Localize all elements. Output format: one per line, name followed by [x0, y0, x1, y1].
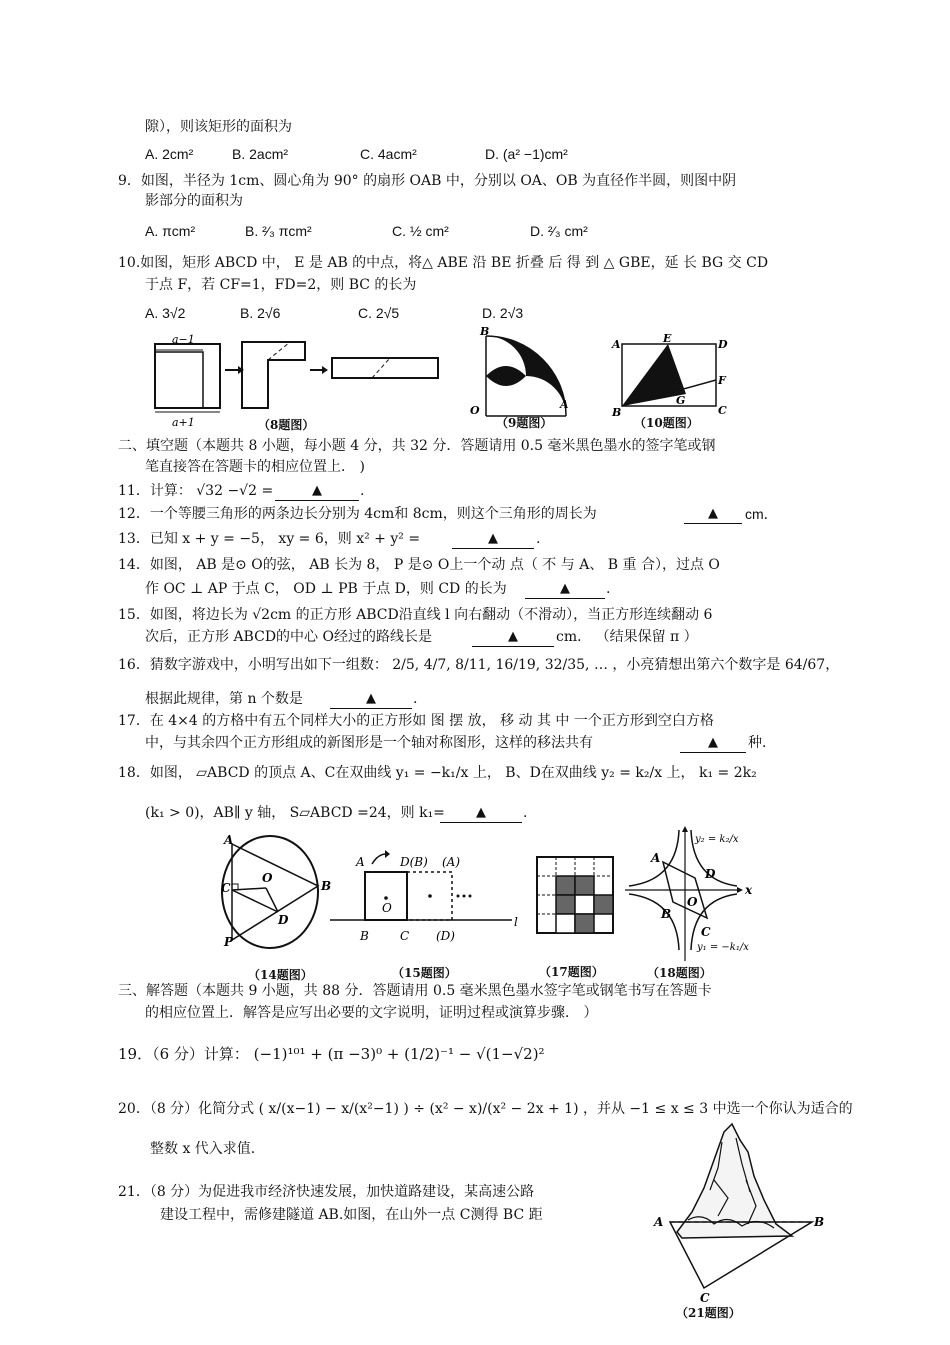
label15-d-b: D(B) — [400, 855, 428, 869]
q11-answer-blank[interactable]: ▲ — [275, 482, 359, 501]
label10-a: A — [612, 338, 621, 351]
q15-answer-blank[interactable]: ▲ — [472, 628, 554, 647]
q20-line1: 20．（8 分）化简分式 ( x/(x−1) − x/(x²−1) ) ÷ (x² − x)/(x² − 2x + 1) ，并从 −1 ≤ x ≤ 3 中选一个你认为适合的 — [118, 1101, 853, 1117]
caption-figure-21: （21题图） — [676, 1306, 741, 1320]
caption-figure-8: （8题图） — [258, 418, 315, 432]
caption-figure-10: （10题图） — [634, 416, 699, 430]
label21-c: C — [700, 1291, 710, 1305]
q11-period: . — [360, 483, 365, 499]
q18-line1: 18．如图， ▱ABCD 的顶点 A、C在双曲线 y₁ = −k₁/x 上， B、D在双曲线 y₂ = k₂/x 上， k₁ = 2k₂ — [118, 765, 757, 781]
q17-answer-blank[interactable]: ▲ — [680, 734, 746, 753]
label-a-minus-1: a−1 — [172, 333, 195, 346]
q18-answer-blank[interactable]: ▲ — [440, 804, 522, 823]
section2-heading-line2: 笔直接答在答题卡的相应位置上． ) — [145, 459, 365, 475]
q19-text: 19．（6 分）计算： (−1)¹⁰¹ + (π −3)⁰ + (1/2)⁻¹ − √(1−√2)² — [118, 1045, 545, 1063]
label15-l: l — [514, 915, 518, 929]
q10-option-d: D. 2√3 — [482, 305, 524, 321]
figure-17 — [535, 855, 615, 979]
q15-tail: cm． （结果保留 π ） — [556, 629, 698, 645]
q16-answer-blank[interactable]: ▲ — [330, 690, 412, 709]
q11-text: 11．计算： √32 −√2 = — [118, 483, 274, 499]
q14-answer-blank[interactable]: ▲ — [525, 580, 605, 599]
q8-option-c: C. 4acm² — [360, 146, 417, 162]
q15-line1: 15．如图，将边长为 √2cm 的正方形 ABCD沿直线 l 向右翻动（不滑动），当正方形连续翻动 6 — [118, 607, 713, 623]
figure-18 — [625, 826, 760, 980]
q21-line1: 21．（8 分）为促进我市经济快速发展，加快道路建设，某高速公路 — [118, 1184, 535, 1200]
q10-line1: 10.如图，矩形 ABCD 中， E 是 AB 的中点，将△ ABE 沿 BE 折叠 后 得 到 △ GBE，延 长 BG 交 CD — [118, 255, 769, 271]
q8-option-d: D. (a² −1)cm² — [485, 146, 568, 162]
q8-option-a: A. 2cm² — [145, 146, 194, 162]
label14-d: D — [278, 913, 289, 927]
label18-x: x — [745, 883, 753, 897]
label9-b: B — [480, 326, 490, 338]
label15-o: O — [382, 901, 392, 915]
q14-line1: 14．如图， AB 是⊙ O的弦， AB 长为 8， P 是⊙ O上一个动 点（ 不 与 A、 B 重 合），过点 O — [118, 557, 720, 573]
label14-p: P — [224, 935, 234, 949]
q17-tail: 种． — [748, 735, 776, 751]
section2-heading-line1: 二、填空题（本题共 8 小题，每小题 4 分，共 32 分．答题请用 0.5 毫米黑色墨水的签字笔或钢 — [118, 438, 716, 454]
q9-option-d: D. ²⁄₃ cm² — [530, 223, 588, 239]
figure-21 — [652, 1120, 827, 1320]
q13-period: . — [536, 531, 541, 547]
figure-15 — [330, 848, 520, 980]
label10-f: F — [718, 374, 726, 387]
label10-g: G — [676, 394, 686, 407]
q9-line1: 9．如图，半径为 1cm、圆心角为 90° 的扇形 OAB 中，分别以 OA、OB 为直径作半圆，则图中阴 — [118, 173, 737, 189]
q18-line2: (k₁ > 0)，AB∥ y 轴， S▱ABCD =24，则 k₁= — [145, 805, 445, 821]
figure-9 — [466, 326, 576, 430]
label10-e: E — [663, 332, 672, 345]
section3-heading-line2: 的相应位置上．解答是应写出必要的文字说明，证明过程或演算步骤． ） — [145, 1005, 598, 1021]
q10-line2: 于点 F，若 CF=1，FD=2，则 BC 的长为 — [145, 277, 417, 293]
q9-line2: 影部分的面积为 — [145, 193, 243, 209]
section3-heading-line1: 三、解答题（本题共 9 小题，共 88 分．答题请用 0.5 毫米黑色墨水签字笔或钢笔书写在答题卡 — [118, 983, 712, 999]
label21-b: B — [814, 1215, 825, 1229]
q12-text: 12．一个等腰三角形的两条边长分别为 4cm和 8cm，则这个三角形的周长为 — [118, 506, 597, 522]
label15-c: C — [400, 929, 410, 943]
caption-figure-18: （18题图） — [647, 966, 712, 980]
q14-line2: 作 OC ⊥ AP 于点 C， OD ⊥ PB 于点 D，则 CD 的长为 — [145, 581, 507, 597]
label18-o: O — [687, 895, 698, 909]
caption-figure-15: （15题图） — [392, 966, 457, 980]
q18-period: . — [523, 805, 528, 821]
label14-o: O — [262, 871, 273, 885]
caption-figure-17: （17题图） — [539, 965, 604, 979]
q12-answer-blank[interactable]: ▲ — [684, 505, 742, 524]
label18-b: B — [661, 907, 672, 921]
q9-option-b: B. ²⁄₃ πcm² — [245, 223, 312, 239]
label18-y2: y₂ = k₂/x — [695, 834, 739, 845]
q10-option-a: A. 3√2 — [145, 305, 186, 321]
label18-y1: y₁ = −k₁/x — [697, 942, 749, 953]
label15-d-prime: (D) — [436, 929, 455, 943]
label15-a: A — [356, 855, 365, 869]
label21-a: A — [654, 1215, 664, 1229]
label10-d: D — [718, 338, 728, 351]
q21-line2: 建设工程中，需修建隧道 AB.如图，在山外一点 C测得 BC 距 — [160, 1207, 543, 1223]
label18-c: C — [701, 925, 711, 939]
caption-figure-14: （14题图） — [248, 968, 313, 982]
q12-unit: cm． — [745, 506, 778, 522]
q14-period: . — [606, 581, 611, 597]
figure-8 — [150, 330, 450, 435]
label9-o: O — [470, 404, 480, 417]
label9-a: A — [560, 398, 569, 411]
q17-line2: 中，与其余四个正方形组成的新图形是一个轴对称图形，这样的移法共有 — [145, 735, 593, 751]
label18-a: A — [651, 851, 661, 865]
label10-b: B — [612, 406, 622, 419]
q16-period: . — [413, 691, 418, 707]
label-a-plus-1: a+1 — [172, 416, 195, 429]
label15-b: B — [360, 929, 369, 943]
q10-option-c: C. 2√5 — [358, 305, 400, 321]
q16-line2: 根据此规律，第 n 个数是 — [145, 691, 303, 707]
q9-option-c: C. ½ cm² — [392, 223, 449, 239]
label14-a: A — [224, 833, 234, 847]
q10-option-b: B. 2√6 — [240, 305, 281, 321]
q20-line2: 整数 x 代入求值． — [150, 1141, 265, 1157]
q15-line2: 次后，正方形 ABCD的中心 O经过的路线长是 — [145, 629, 432, 645]
label10-c: C — [718, 404, 727, 417]
label14-b: B — [321, 879, 332, 893]
q13-answer-blank[interactable]: ▲ — [452, 530, 534, 549]
label14-c: C — [221, 881, 231, 895]
figure-14 — [218, 832, 333, 982]
q8-option-b: B. 2acm² — [232, 146, 289, 162]
label18-d: D — [705, 867, 716, 881]
q17-line1: 17．在 4×4 的方格中有五个同样大小的正方形如 图 摆 放， 移 动 其 中 一个正方形到空白方格 — [118, 713, 714, 729]
q13-text: 13．已知 x + y = −5， xy = 6，则 x² + y² = — [118, 531, 421, 547]
caption-figure-9: （9题图） — [496, 416, 553, 430]
q9-option-a: A. πcm² — [145, 223, 196, 239]
label15-a-prime: (A) — [442, 855, 461, 869]
q16-line1: 16．猜数字游戏中，小明写出如下一组数： 2/5, 4/7, 8/11, 16/19, 32/35, … ，小亮猜想出第六个数字是 64/67， — [118, 657, 840, 673]
q8-tail-text: 隙），则该矩形的面积为 — [145, 119, 292, 135]
figure-10 — [608, 332, 733, 430]
